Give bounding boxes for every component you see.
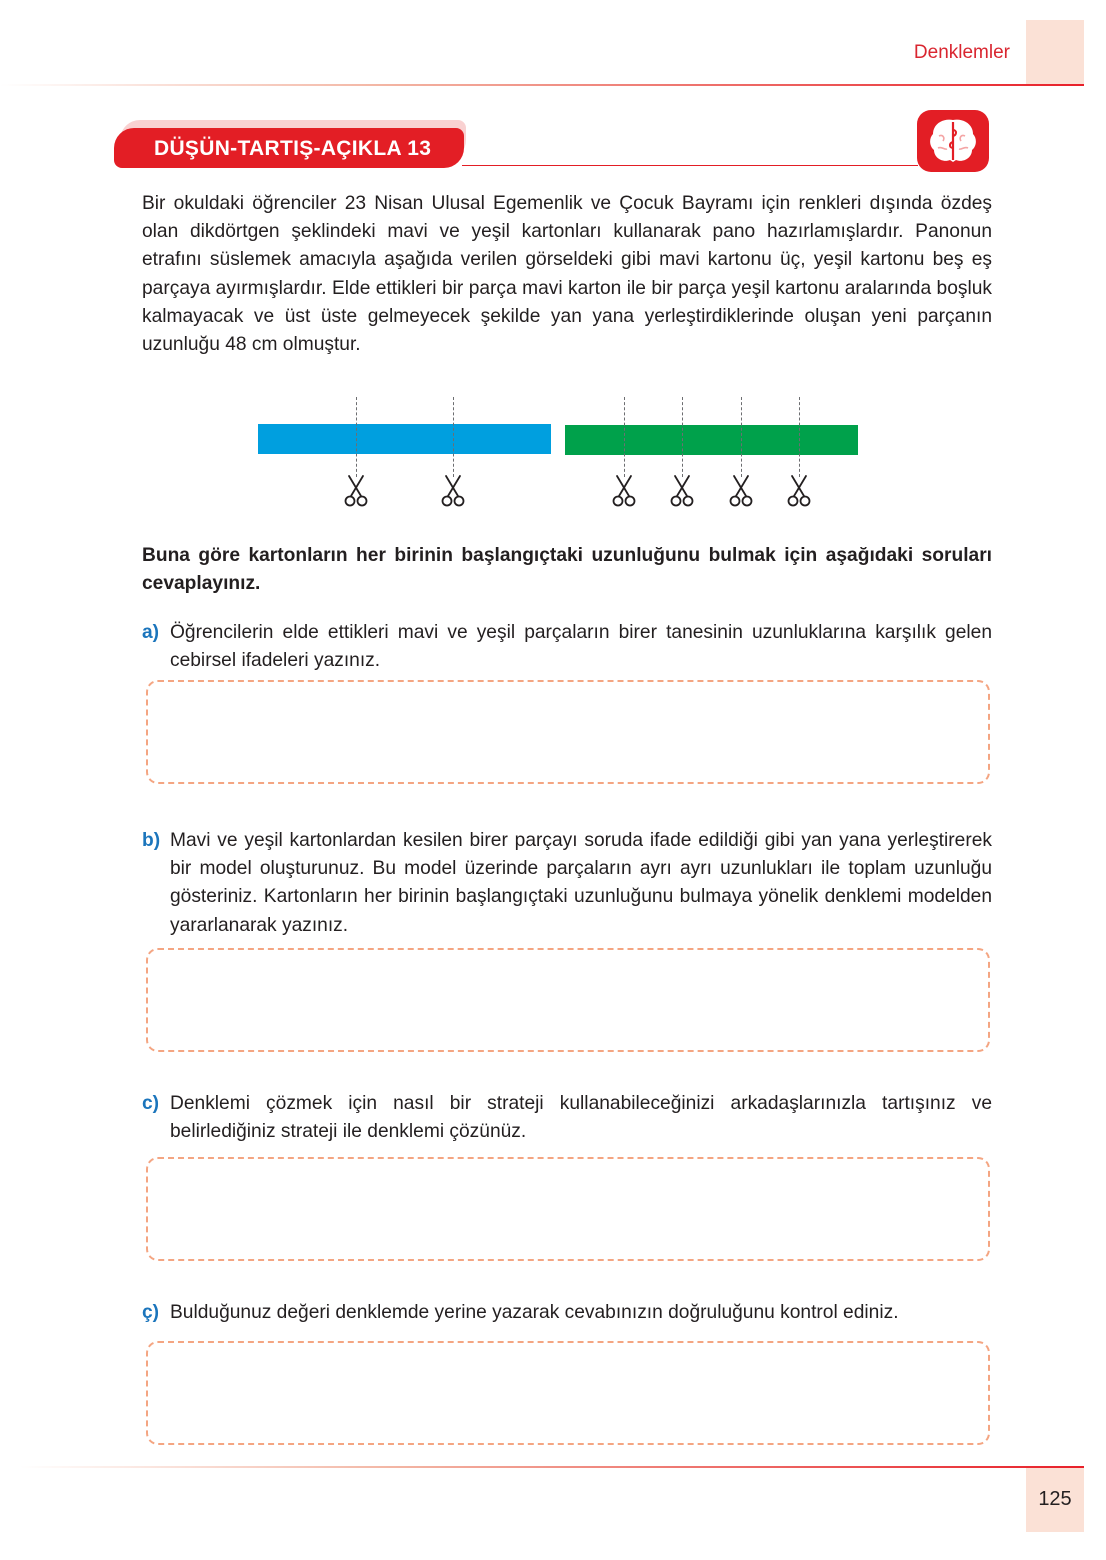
question-b	[142, 827, 992, 940]
question-letter: ç)	[142, 1302, 160, 1323]
section-rule	[462, 165, 918, 166]
scissors-icon	[344, 474, 368, 508]
scissors-icon	[441, 474, 465, 508]
question-text: Mavi ve yeşil kartonlardan kesilen birer parçayı soruda ifade edildiği gibi yan yana yerleştirerek bir model oluşturunuz. Bu model üzerinde parçaların ayrı ayrı uzunlukları ile toplam uzunluğu gösteriniz. Kartonların her birinin başlangıçtaki uzunluğunu bulmaya yönelik denklemi modelden yararlanarak yazınız.	[170, 830, 992, 936]
header-tab	[1026, 20, 1084, 84]
green-cut-line	[741, 397, 742, 477]
green-cut-line	[624, 397, 625, 477]
section-title: DÜŞÜN-TARTIŞ-AÇIKLA 13	[154, 137, 432, 160]
green-cut-line	[799, 397, 800, 477]
question-cc	[142, 1299, 992, 1327]
cardboard-figure	[250, 392, 870, 512]
question-c	[142, 1090, 992, 1146]
instruction-lead: Buna göre kartonların her birinin başlangıçtaki uzunluğunu bulmak için aşağıdaki soruları cevaplayınız.	[142, 545, 992, 594]
scissors-icon	[729, 474, 753, 508]
blue-cut-line	[356, 397, 357, 477]
intro-paragraph: Bir okuldaki öğrenciler 23 Nisan Ulusal Egemenlik ve Çocuk Bayramı için renkleri dışında özdeş olan dikdörtgen şeklindeki mavi ve yeşil kartonları kullanarak pano hazırlamışlardır. Panonun etrafını süslemek amacıyla aşağıda verilen görseldeki gibi mavi kartonu üç, yeşil kartonu beş eş parçaya ayırmışlardır. Elde ettikleri bir parça mavi karton ile bir parça yeşil kartonu aralarında boşluk kalmayacak ve üst üste gelmeyecek şekilde yan yana yerleştirdiklerinde oluşan yeni parçanın uzunluğu 48 cm olmuştur.	[142, 193, 992, 356]
question-a	[142, 619, 992, 675]
header-rule	[0, 84, 1084, 86]
page-number: 125	[1038, 1488, 1072, 1510]
scissors-icon	[670, 474, 694, 508]
blue-cut-line	[453, 397, 454, 477]
scissors-icon	[787, 474, 811, 508]
question-letter: b)	[142, 830, 161, 851]
green-cut-line	[682, 397, 683, 477]
question-text: Öğrencilerin elde ettikleri mavi ve yeşil parçaların birer tanesinin uzunluklarına karşılık gelen cebirsel ifadeleri yazınız.	[170, 622, 992, 672]
chapter-title: Denklemler	[913, 42, 1010, 63]
answer-box-a[interactable]	[146, 680, 990, 784]
question-letter: a)	[142, 622, 160, 643]
blue-cardboard	[258, 424, 551, 454]
brain-puzzle-icon	[917, 110, 989, 172]
answer-box-b[interactable]	[146, 948, 990, 1052]
question-text: Bulduğunuz değeri denklemde yerine yazarak cevabınızın doğruluğunu kontrol ediniz.	[170, 1302, 899, 1323]
question-letter: c)	[142, 1093, 160, 1114]
footer-rule	[20, 1466, 1084, 1468]
green-cardboard	[565, 425, 858, 455]
answer-box-c[interactable]	[146, 1157, 990, 1261]
answer-box-cc[interactable]	[146, 1341, 990, 1445]
question-text: Denklemi çözmek için nasıl bir strateji kullanabileceğinizi arkadaşlarınızla tartışınız ve belirlediğiniz strateji ile denklemi çözünüz.	[170, 1093, 992, 1143]
scissors-icon	[612, 474, 636, 508]
